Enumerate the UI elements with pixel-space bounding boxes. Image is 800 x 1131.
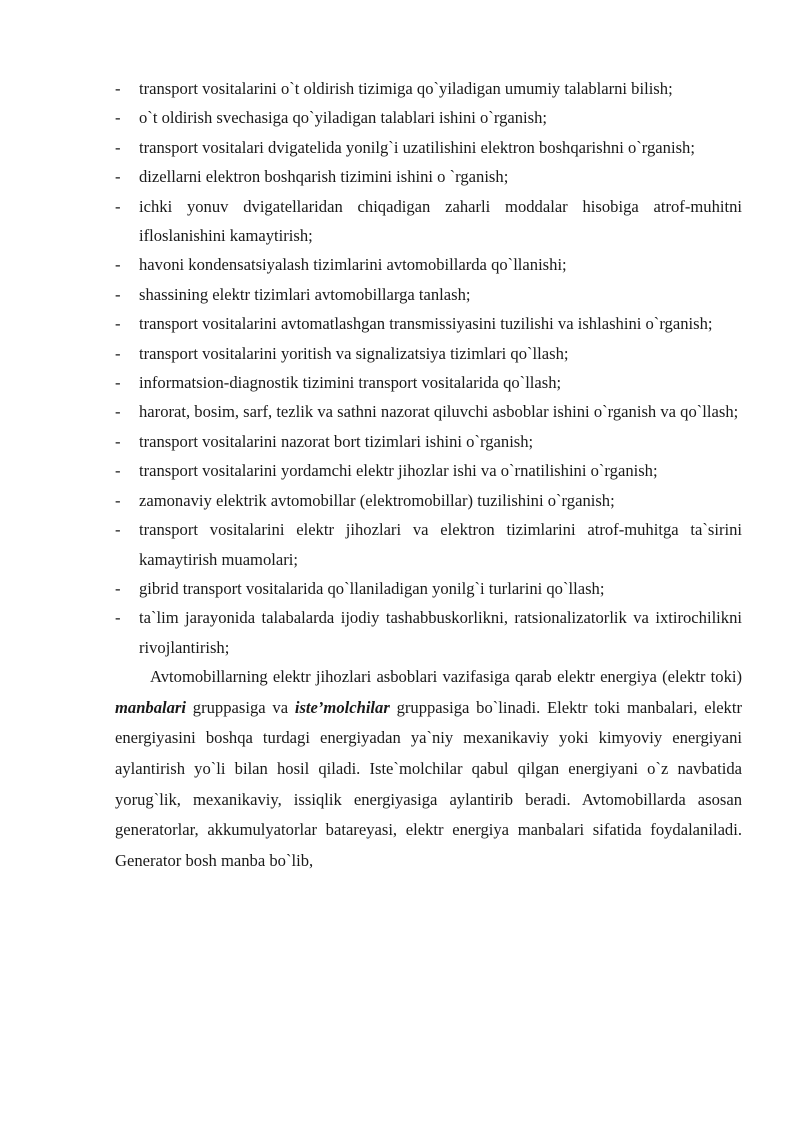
list-bullet: -: [115, 608, 121, 628]
document-page: [115, 74, 742, 876]
requirements-list: [115, 74, 742, 662]
list-item-text: transport vositalarini avtomatlashgan transmissiyasini tuzilishi va ishlashini o`rganish;: [139, 314, 713, 334]
list-item: [115, 250, 742, 279]
list-item: [115, 133, 742, 162]
list-bullet: -: [115, 578, 121, 598]
list-item: [115, 574, 742, 603]
list-bullet: -: [115, 314, 121, 334]
list-item-text: harorat, bosim, sarf, tezlik va sathni nazorat qiluvchi asboblar ishini o`rganish va qo`llash;: [139, 402, 739, 422]
list-bullet: -: [115, 108, 121, 128]
list-bullet: -: [115, 79, 121, 98]
list-bullet: -: [115, 402, 121, 422]
list-item: [115, 397, 742, 426]
list-bullet: -: [115, 137, 121, 157]
list-item: [115, 515, 742, 574]
emphasis-manbalari: manbalari: [115, 697, 187, 717]
body-paragraph: [115, 662, 742, 876]
list-bullet: -: [115, 520, 121, 540]
list-item: [115, 456, 742, 485]
list-item: [115, 339, 742, 368]
list-bullet: -: [115, 284, 121, 304]
list-item-text: informatsion-diagnostik tizimini transport vositalarida qo`llash;: [139, 373, 562, 393]
list-item-text: havoni kondensatsiyalash tizimlarini avtomobillarda qo`llanishi;: [139, 255, 567, 275]
list-item: [115, 162, 742, 191]
list-item-text: transport vositalarini yordamchi elektr jihozlar ishi va o`rnatilishini o`rganish;: [139, 461, 658, 481]
list-item-text: shassining elektr tizimlari avtomobillarga tanlash;: [139, 284, 471, 304]
list-item: [115, 280, 742, 309]
list-item: [115, 486, 742, 515]
list-bullet: -: [115, 373, 121, 393]
paragraph-text-3: gruppasiga bo`linadi. Elektr toki manbalari, elektr energiyasini boshqa turdagi energiyadan ya`niy mexanikaviy yoki kimyoviy energiyani aylantirish yo`li bilan hosil qiladi. Iste`molchilar qabul qilgan energiyani o`z navbatida yorug`lik, mexanikaviy, issiqlik energiyasiga aylantirib beradi. Avtomobillarda asosan generatorlar, akkumulyatorlar batareyasi, elektr energiya manbalari sifatida foydalaniladi. Generator bosh manba bo`lib,: [115, 697, 742, 870]
list-item: [115, 103, 742, 132]
list-item: [115, 74, 742, 103]
list-item-text: transport vositalarini o`t oldirish tizimiga qo`yiladigan umumiy talablarni bilish;: [139, 79, 673, 98]
list-item-text: gibrid transport vositalarida qo`llaniladigan yonilg`i turlarini qo`llash;: [139, 578, 605, 598]
list-item-text: transport vositalari dvigatelida yonilg`i uzatilishini elektron boshqarishni o`rganish;: [139, 137, 695, 157]
list-bullet: -: [115, 255, 121, 275]
list-bullet: -: [115, 431, 121, 451]
list-bullet: -: [115, 167, 121, 187]
paragraph-text-1: Avtomobillarning elektr jihozlari asboblari vazifasiga qarab elektr energiya (elektr toki): [150, 667, 742, 687]
list-item-text: transport vositalarini nazorat bort tizimlari ishini o`rganish;: [139, 431, 534, 451]
list-item-text: ta`lim jarayonida talabalarda ijodiy tashabbuskorlikni, ratsionalizatorlik va ixtirochilikni rivojlantirish;: [139, 608, 742, 657]
list-item: [115, 309, 742, 338]
list-item: [115, 368, 742, 397]
paragraph-text-2: gruppasiga va: [186, 697, 295, 717]
list-bullet: -: [115, 490, 121, 510]
list-item-text: dizellarni elektron boshqarish tizimini ishini o `rganish;: [139, 167, 509, 187]
list-item-text: transport vositalarini yoritish va signalizatsiya tizimlari qo`llash;: [139, 343, 569, 363]
list-bullet: -: [115, 196, 121, 216]
list-item-text: transport vositalarini elektr jihozlari va elektron tizimlarini atrof-muhitga ta`sirini kamaytirish muamolari;: [139, 520, 742, 569]
list-bullet: -: [115, 343, 121, 363]
emphasis-istemolchilar: iste’molchilar: [294, 697, 390, 717]
list-item-text: zamonaviy elektrik avtomobillar (elektromobillar) tuzilishini o`rganish;: [139, 490, 615, 510]
list-item: [115, 603, 742, 662]
list-item: [115, 192, 742, 251]
list-bullet: -: [115, 461, 121, 481]
list-item-text: ichki yonuv dvigatellaridan chiqadigan zaharli moddalar hisobiga atrof-muhitni ifloslanishini kamaytirish;: [139, 196, 742, 246]
list-item-text: o`t oldirish svechasiga qo`yiladigan talablari ishini o`rganish;: [139, 108, 547, 128]
list-item: [115, 427, 742, 456]
